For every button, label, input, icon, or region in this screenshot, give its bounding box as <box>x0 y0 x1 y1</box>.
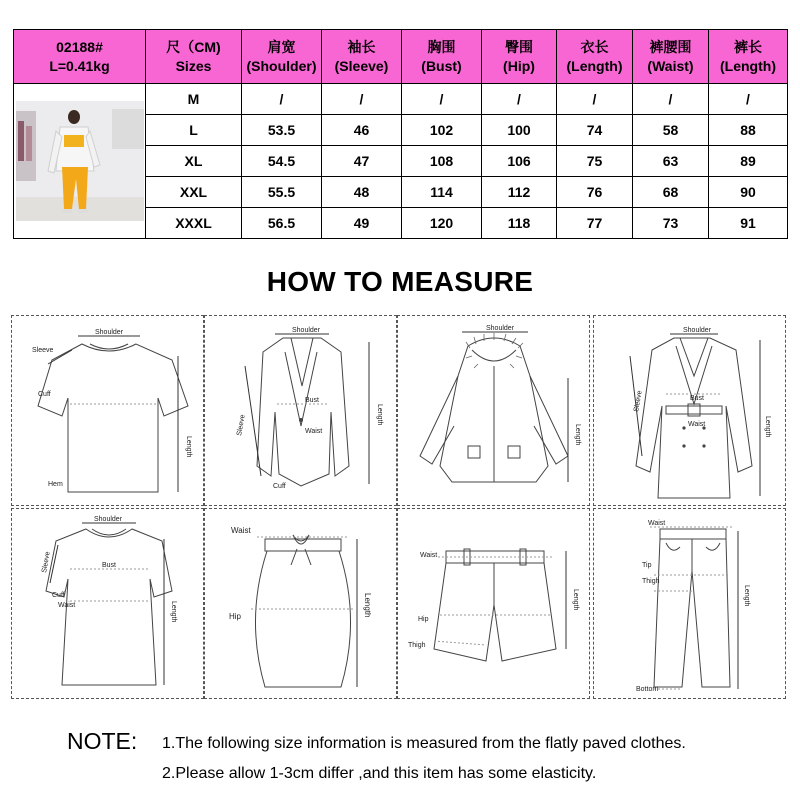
coat-diagram-panel <box>593 315 786 506</box>
size-cell: M <box>146 84 242 115</box>
skirt-diagram-panel <box>204 508 397 699</box>
bottom-label: Bottom <box>636 686 659 693</box>
model-image <box>16 101 144 221</box>
pants-length-cell: 90 <box>709 177 788 208</box>
sleeve-cell: 48 <box>322 177 402 208</box>
length-label: Length <box>185 436 192 458</box>
header-bust <box>402 30 482 84</box>
hip-cell: 112 <box>482 177 557 208</box>
waist-cell: 68 <box>633 177 709 208</box>
header-length <box>557 30 633 84</box>
skirt-diagram <box>205 509 398 700</box>
length-label: Length <box>574 424 581 446</box>
how-to-measure-title: HOW TO MEASURE <box>266 266 534 297</box>
bust-cell: 120 <box>402 208 482 239</box>
waist-cell: 63 <box>633 146 709 177</box>
size-cell: L <box>146 115 242 146</box>
note-line-2: 2.Please allow 1-3cm differ ,and this item has some elasticity. <box>162 765 597 782</box>
header-pants-length <box>709 30 788 84</box>
table-row <box>14 84 788 115</box>
header-en: (Shoulder) <box>246 57 317 74</box>
pants-diagram-panel <box>593 508 786 699</box>
shoulder-label: Shoulder <box>292 327 321 334</box>
blazer-diagram <box>205 316 398 507</box>
thigh-label: Thigh <box>408 642 426 649</box>
shoulder-cell: 53.5 <box>242 115 322 146</box>
pants-length-cell: 88 <box>709 115 788 146</box>
hip-cell: 100 <box>482 115 557 146</box>
length-label: Length <box>363 593 372 618</box>
shoulder-label: Shoulder <box>683 327 712 334</box>
cuff-label: Cuff <box>38 391 51 398</box>
waist-label: Waist <box>688 421 706 428</box>
header-en: (Length) <box>720 57 776 74</box>
note-label: NOTE: <box>67 728 138 754</box>
waist-label: Waist <box>231 526 251 535</box>
pants-length-cell: / <box>709 84 788 115</box>
header-cn: 裤腰围 <box>649 38 692 55</box>
length-cell: 76 <box>557 177 633 208</box>
dress-diagram-panel <box>11 508 204 699</box>
header-hip <box>482 30 557 84</box>
product-photo <box>16 101 144 221</box>
header-cn: 裤长 <box>734 38 762 55</box>
waist-label: Waist <box>420 552 438 559</box>
parka-diagram-panel <box>397 315 590 506</box>
hip-label: Hip <box>418 616 429 623</box>
length-label: Length <box>743 585 750 607</box>
tshirt-diagram <box>12 316 205 507</box>
dress-diagram <box>12 509 205 700</box>
shorts-diagram <box>398 509 591 700</box>
length-label: Length <box>572 589 579 611</box>
length-cell: 77 <box>557 208 633 239</box>
bust-cell: 108 <box>402 146 482 177</box>
header-en: (Hip) <box>503 57 535 74</box>
table-header-row <box>14 30 788 84</box>
shorts-diagram-panel <box>397 508 590 699</box>
waist-cell: 73 <box>633 208 709 239</box>
bust-cell: 102 <box>402 115 482 146</box>
bust-label: Bust <box>690 395 705 402</box>
coat-diagram <box>594 316 787 507</box>
bust-cell: / <box>402 84 482 115</box>
product-weight: L=0.41kg <box>49 57 110 74</box>
sleeve-label: Sleeve <box>633 390 644 413</box>
header-sleeve <box>322 30 402 84</box>
shoulder-label: Shoulder <box>486 325 515 332</box>
waist-label: Waist <box>58 602 76 609</box>
waist-cell: / <box>633 84 709 115</box>
parka-diagram <box>398 316 591 507</box>
shoulder-label: Shoulder <box>95 329 124 336</box>
hip-cell: / <box>482 84 557 115</box>
header-cn: 臀围 <box>505 38 533 55</box>
tshirt-diagram-panel <box>11 315 204 506</box>
sleeve-label: Sleeve <box>32 347 54 354</box>
pants-length-cell: 89 <box>709 146 788 177</box>
waist-cell: 58 <box>633 115 709 146</box>
thigh-label: Thigh <box>642 578 660 585</box>
length-label: Length <box>764 416 771 438</box>
sleeve-label: Sleeve <box>41 551 52 574</box>
size-cell: XXXL <box>146 208 242 239</box>
header-waist <box>633 30 709 84</box>
waist-label: Waist <box>305 428 323 435</box>
blazer-diagram-panel <box>204 315 397 506</box>
waist-label: Waist <box>648 520 666 527</box>
length-cell: 74 <box>557 115 633 146</box>
shoulder-cell: / <box>242 84 322 115</box>
hip-cell: 118 <box>482 208 557 239</box>
note-line-1: 1.The following size information is measured from the flatly paved clothes. <box>162 735 686 752</box>
hip-cell: 106 <box>482 146 557 177</box>
cuff-label: Cuff <box>52 592 65 599</box>
shoulder-cell: 56.5 <box>242 208 322 239</box>
product-code-cell <box>14 30 146 84</box>
product-photo-cell <box>14 84 146 239</box>
header-cn: 胸围 <box>427 38 456 55</box>
length-label: Length <box>170 601 177 623</box>
hem-label: Hem <box>48 481 63 488</box>
pants-length-cell: 91 <box>709 208 788 239</box>
size-cell: XL <box>146 146 242 177</box>
bust-cell: 114 <box>402 177 482 208</box>
header-en: (Bust) <box>421 57 462 74</box>
sleeve-cell: 46 <box>322 115 402 146</box>
header-cn: 衣长 <box>580 38 609 55</box>
header-en: Sizes <box>175 57 212 74</box>
size-cell: XXL <box>146 177 242 208</box>
tip-label: Tip <box>642 562 652 569</box>
shoulder-cell: 54.5 <box>242 146 322 177</box>
header-en: (Sleeve) <box>334 57 389 74</box>
header-en: (Waist) <box>647 57 694 74</box>
pants-diagram <box>594 509 787 700</box>
sleeve-label: Sleeve <box>236 414 247 437</box>
sleeve-cell: 49 <box>322 208 402 239</box>
header-en: (Length) <box>566 57 623 74</box>
header-cn: 袖长 <box>347 38 376 55</box>
shoulder-label: Shoulder <box>94 516 123 523</box>
shoulder-cell: 55.5 <box>242 177 322 208</box>
header-cn: 尺（CM) <box>166 38 221 55</box>
sleeve-cell: 47 <box>322 146 402 177</box>
hip-label: Hip <box>229 612 242 621</box>
bust-label: Bust <box>102 562 117 569</box>
cuff-label: Cuff <box>273 483 286 490</box>
size-chart-table <box>13 29 788 239</box>
length-cell: / <box>557 84 633 115</box>
product-code: 02188# <box>56 38 103 55</box>
header-shoulder <box>242 30 322 84</box>
bust-label: Bust <box>305 397 320 404</box>
length-label: Length <box>376 404 383 426</box>
header-sizes <box>146 30 242 84</box>
sleeve-cell: / <box>322 84 402 115</box>
length-cell: 75 <box>557 146 633 177</box>
header-cn: 肩宽 <box>267 38 296 55</box>
